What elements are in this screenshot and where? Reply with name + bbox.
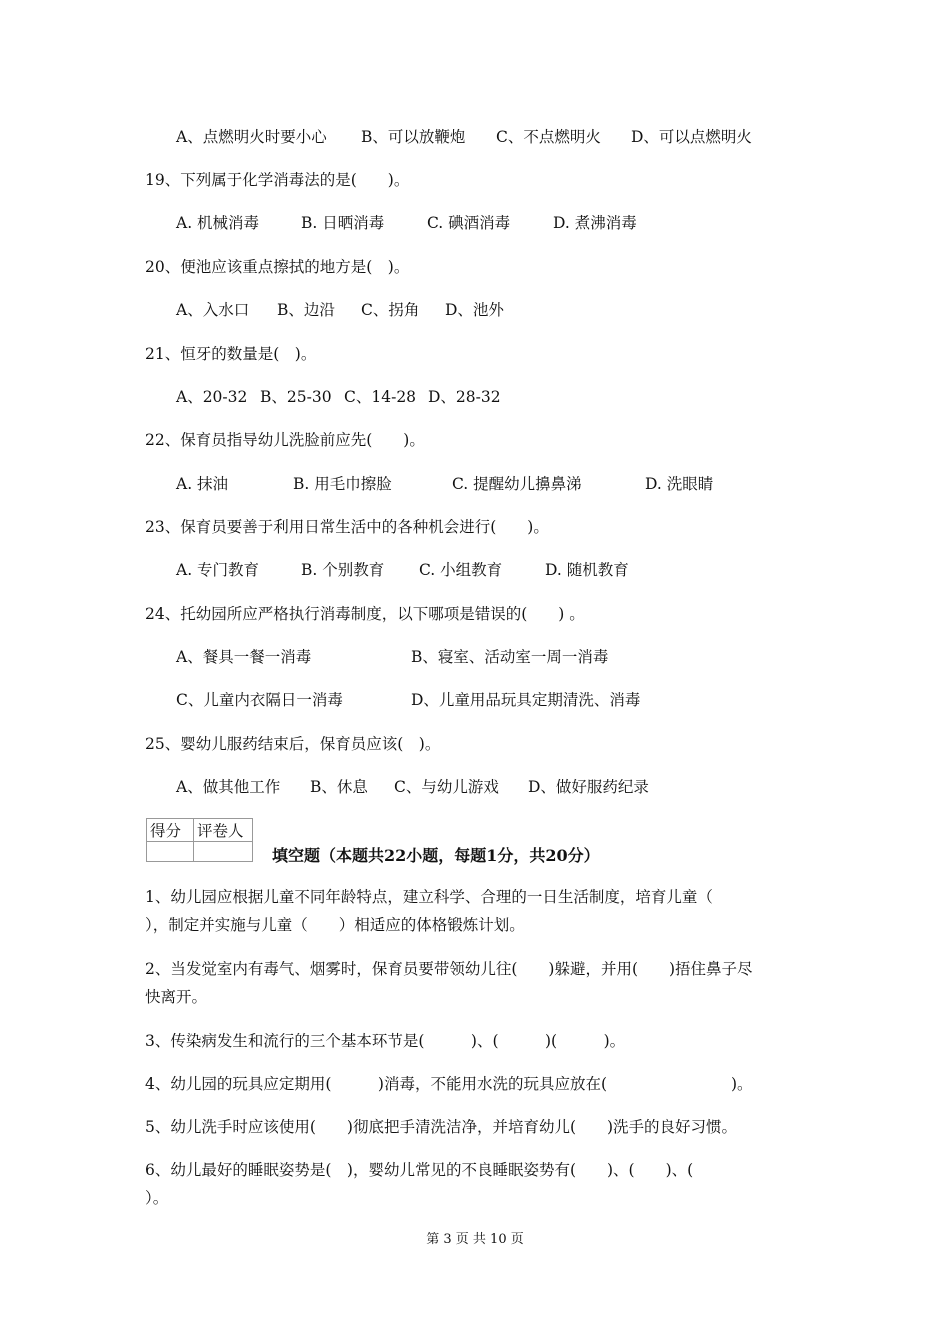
q22-option-a: A. 抹油 [176,475,229,493]
q25-stem: 25、婴幼儿服药结束后，保育员应该( )。 [145,735,441,753]
q24-stem: 24、托幼园所应严格执行消毒制度，以下哪项是错误的( ) 。 [145,605,585,623]
q21-option-c: C、14-28 [344,388,417,406]
q25-option-d: D、做好服药纪录 [528,778,649,796]
q23-stem: 23、保育员要善于利用日常生活中的各种机会进行( )。 [145,518,549,536]
q23-option-b: B. 个别教育 [301,561,385,579]
page-footer: 第 3 页 共 10 页 [426,1232,524,1247]
fill-6-line1: 6、幼儿最好的睡眠姿势是( )，婴幼儿常见的不良睡眠姿势有( )、( )、( [145,1161,694,1179]
fill-1-line2: ），制定并实施与儿童（ ）相适应的体格锻炼计划。 [145,916,525,934]
q19-option-d: D. 煮沸消毒 [553,214,637,232]
fill-4: 4、幼儿园的玩具应定期用( )消毒，不能用水洗的玩具应放在( )。 [145,1075,753,1093]
q19-option-c: C. 碘酒消毒 [427,214,511,232]
q22-option-c: C. 提醒幼儿擤鼻涕 [452,475,582,493]
section-title: 填空题（本题共22小题，每题1分，共20分） [272,846,600,865]
q23-option-c: C. 小组教育 [419,561,503,579]
q22-option-b: B. 用毛巾擦脸 [293,475,392,493]
q24-option-a: A、餐具一餐一消毒 [176,648,312,666]
reviewer-header: 评卷人 [194,819,253,842]
q24-option-c: C、儿童内衣隔日一消毒 [176,691,343,709]
q19-stem: 19、下列属于化学消毒法的是( )。 [145,171,410,189]
q22-stem: 22、保育员指导幼儿洗脸前应先( )。 [145,431,425,449]
q25-option-a: A、做其他工作 [176,778,281,796]
q23-option-d: D. 随机教育 [545,561,629,579]
q22-option-d: D. 洗眼睛 [645,475,714,493]
q18-option-b: B、可以放鞭炮 [361,128,466,146]
score-cell[interactable] [147,842,194,862]
q18-option-c: C、不点燃明火 [496,128,601,146]
score-table [146,818,253,862]
q21-option-d: D、28-32 [428,388,501,406]
q19-option-a: A. 机械消毒 [176,214,260,232]
q24-option-b: B、寝室、活动室一周一消毒 [411,648,609,666]
fill-6-line2: ）。 [145,1189,169,1207]
score-header: 得分 [147,819,194,842]
q21-option-a: A、20-32 [176,388,248,406]
q24-option-d: D、儿童用品玩具定期清洗、消毒 [411,691,641,709]
q25-option-c: C、与幼儿游戏 [394,778,499,796]
q19-option-b: B. 日晒消毒 [301,214,385,232]
reviewer-cell[interactable] [194,842,253,862]
fill-5: 5、幼儿洗手时应该使用( )彻底把手清洗洁净，并培育幼儿( )洗手的良好习惯。 [145,1118,738,1136]
q20-option-a: A、入水口 [176,301,250,319]
q25-option-b: B、休息 [310,778,368,796]
q20-option-b: B、边沿 [277,301,335,319]
q18-option-d: D、可以点燃明火 [631,128,752,146]
q21-stem: 21、恒牙的数量是( )。 [145,345,317,363]
fill-2-line1: 2、当发觉室内有毒气、烟雾时，保育员要带领幼儿往( )躲避，并用( )捂住鼻子尽 [145,960,753,978]
q21-option-b: B、25-30 [260,388,332,406]
q20-stem: 20、便池应该重点擦拭的地方是( )。 [145,258,410,276]
fill-3: 3、传染病发生和流行的三个基本环节是( )、( )( )。 [145,1032,626,1050]
fill-2-line2: 快离开。 [145,988,208,1006]
fill-1-line1: 1、幼儿园应根据儿童不同年龄特点，建立科学、合理的一日生活制度，培育儿童（ [145,888,713,906]
q20-option-c: C、拐角 [361,301,420,319]
q20-option-d: D、池外 [445,301,504,319]
q23-option-a: A. 专门教育 [176,561,260,579]
q18-option-a: A、点燃明火时要小心 [176,128,327,146]
